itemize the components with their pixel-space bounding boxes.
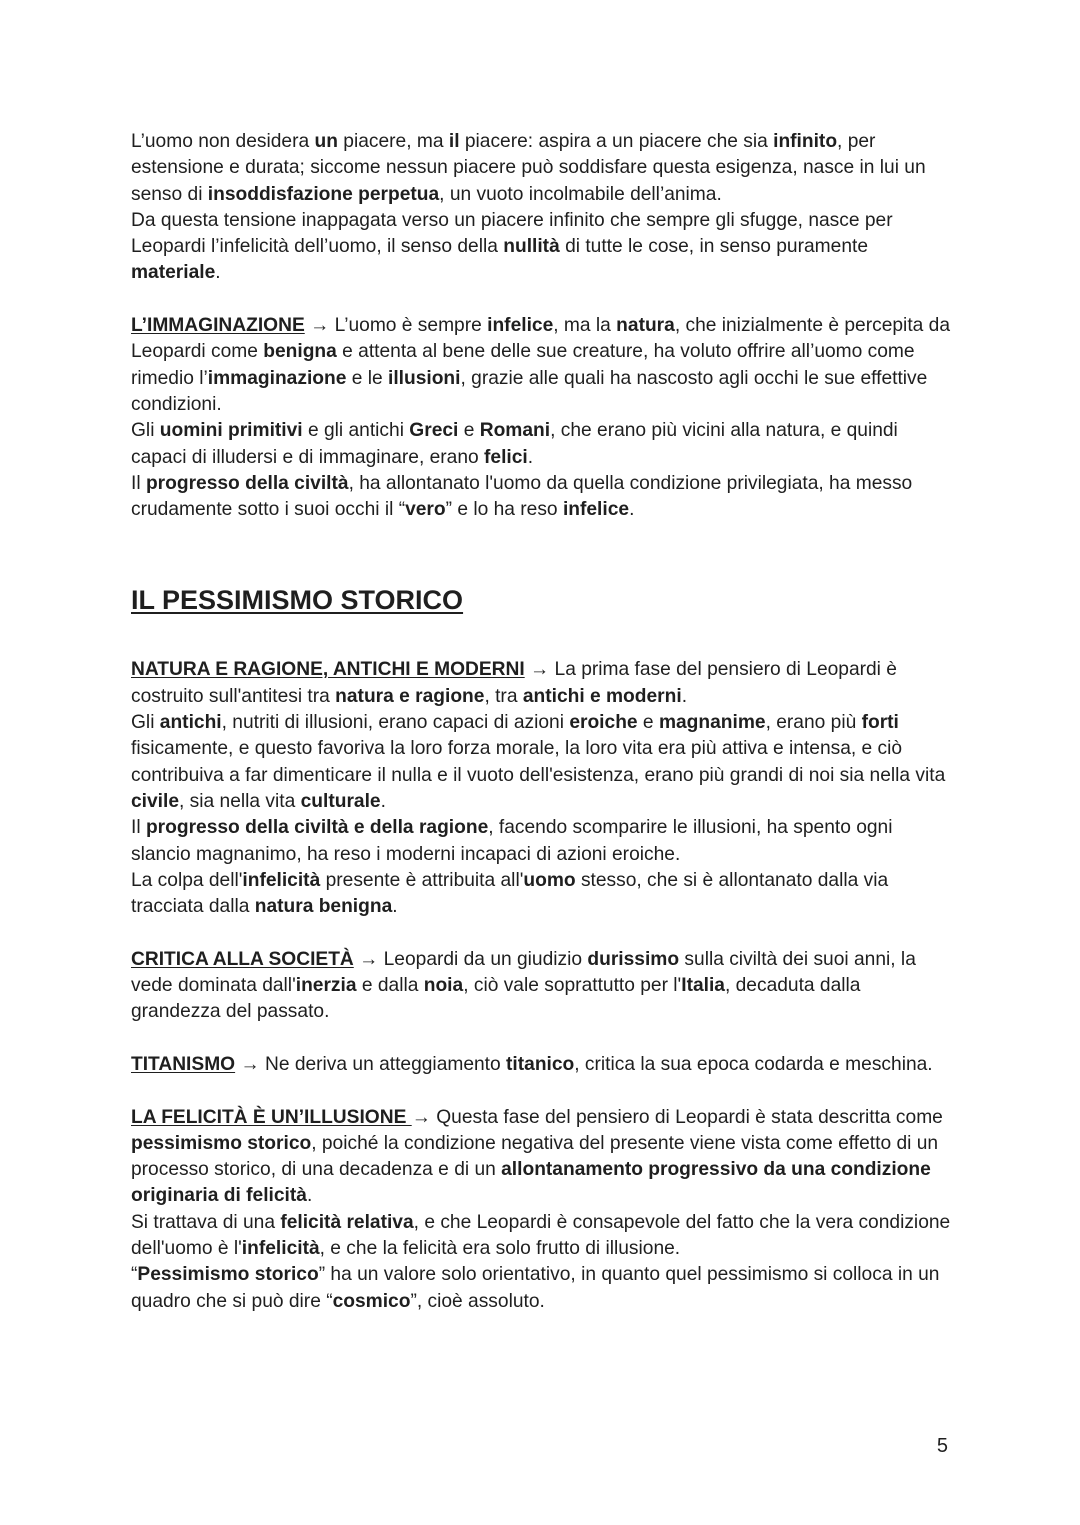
text-run: e attenta al bene delle sue creature, ha voluto offrire all’uomo come rimedio l’: [131, 341, 915, 389]
paragraph: [131, 418, 951, 471]
text-run: Il: [131, 472, 146, 494]
text-run: e le: [346, 367, 388, 389]
bold-text: un: [314, 131, 338, 152]
text-run: ” e lo ha reso: [445, 499, 563, 521]
bold-text: uomini primitivi: [159, 420, 303, 442]
bold-text: antichi: [159, 712, 222, 734]
text-run: , decaduta dalla grandezza del passato.: [131, 975, 861, 1023]
paragraph: [131, 313, 951, 418]
bold-text: eroiche: [569, 712, 638, 734]
bold-text: noia: [423, 975, 464, 997]
text-run: → L’uomo è sempre: [304, 315, 488, 337]
text-run: .: [527, 446, 534, 468]
text-run: ”, cioè assoluto.: [410, 1290, 545, 1312]
critica-societa-block: [131, 947, 951, 1026]
text-run: e dalla: [356, 975, 424, 997]
bold-text: materiale: [131, 262, 216, 284]
topic-heading: NATURA E RAGIONE, ANTICHI E MODERNI: [131, 659, 525, 681]
paragraph: [131, 868, 951, 921]
paragraph: [131, 208, 951, 287]
felicita-illusione-block: [131, 1105, 951, 1315]
paragraph: [131, 1262, 951, 1315]
text-run: fisicamente, e questo favoriva la loro forza morale, la loro vita era più attiva e intensa, e ciò contribuiva a far dimenticare il nulla e il vuoto dell'esistenza, erano più grandi di noi sia nella vita: [131, 738, 946, 786]
text-run: piacere, ma: [337, 131, 449, 152]
topic-heading: CRITICA ALLA SOCIETÀ: [131, 948, 354, 970]
bold-text: infinito: [773, 131, 838, 152]
paragraph: [131, 815, 951, 868]
bold-text: allontanamento progressivo da una condizione originaria di felicità: [131, 1159, 931, 1207]
natura-ragione-block: [131, 657, 951, 920]
text-run: La colpa dell': [131, 869, 243, 891]
page-number: 5: [936, 1435, 948, 1457]
text-run: Gli: [131, 712, 160, 734]
bold-text: natura e ragione: [335, 685, 485, 707]
titanismo-block: [131, 1052, 951, 1078]
document-page: [131, 129, 951, 1315]
intro-block: [131, 129, 951, 287]
text-run: .: [380, 790, 386, 812]
paragraph: [131, 471, 951, 524]
text-run: L’uomo non desidera: [131, 131, 315, 152]
text-run: ” ha un valore solo orientativo, in quanto quel pessimismo si colloca in un quadro che si può dire “: [131, 1264, 940, 1312]
text-run: , un vuoto incolmabile dell’anima.: [439, 183, 722, 205]
bold-text: immaginazione: [207, 367, 347, 389]
text-run: , grazie alle quali ha nascosto agli occhi le sue effettive condizioni.: [131, 367, 928, 415]
bold-text: infelice: [562, 499, 630, 521]
bold-text: natura benigna: [254, 896, 393, 918]
bold-text: infelicità: [241, 1237, 320, 1259]
text-run: “: [131, 1264, 138, 1286]
bold-text: civile: [131, 790, 180, 812]
bold-text: progresso della civiltà: [145, 472, 349, 494]
bold-text: inerzia: [295, 975, 357, 997]
text-run: , critica la sua epoca codarda e meschina.: [574, 1053, 933, 1075]
bold-text: antichi e moderni: [522, 685, 682, 707]
text-run: .: [392, 896, 398, 918]
text-run: presente è attribuita all': [320, 869, 524, 891]
bold-text: natura: [616, 315, 675, 337]
bold-text: culturale: [300, 790, 381, 812]
bold-text: Pessimismo storico: [137, 1264, 319, 1286]
bold-text: pessimismo storico: [131, 1132, 312, 1154]
text-run: Si trattava di una: [131, 1211, 281, 1233]
text-run: , ciò vale soprattutto per l': [463, 975, 682, 997]
text-run: , facendo scomparire le illusioni, ha spento ogni slancio magnanimo, ha reso i moderni incapaci di azioni eroiche.: [131, 817, 893, 865]
bold-text: nullità: [503, 236, 560, 258]
text-run: , ma la: [553, 315, 617, 337]
paragraph: [131, 657, 951, 710]
text-run: , nutriti di illusioni, erano capaci di azioni: [221, 712, 570, 734]
text-run: → Leopardi da un giudizio: [353, 948, 588, 970]
bold-text: titanico: [506, 1053, 575, 1075]
bold-text: Italia: [681, 975, 725, 997]
paragraph: [131, 1052, 951, 1078]
bold-text: progresso della civiltà e della ragione: [145, 817, 489, 839]
text-run: e: [458, 420, 480, 442]
paragraph: [131, 1210, 951, 1263]
bold-text: felicità relativa: [280, 1211, 414, 1233]
text-run: , che inizialmente è percepita da Leopardi come: [131, 315, 950, 363]
text-run: , sia nella vita: [179, 790, 301, 812]
text-run: , poiché la condizione negativa del presente viene vista come effetto di un processo storico, di una decadenza e di un: [131, 1132, 939, 1181]
bold-text: felici: [484, 446, 528, 468]
bold-text: cosmico: [332, 1290, 411, 1312]
text-run: .: [215, 262, 221, 284]
bold-text: infelicità: [242, 869, 321, 891]
section-title: IL PESSIMISMO STORICO: [131, 585, 464, 616]
bold-text: vero: [405, 499, 446, 521]
text-run: , che erano più vicini alla natura, e quindi capaci di illudersi e di immaginare, erano: [131, 420, 898, 468]
bold-text: Romani: [479, 420, 551, 442]
text-run: .: [306, 1185, 313, 1207]
text-run: , per estensione e durata; siccome nessun piacere può soddisfare questa esigenza, nasce in lui un senso di: [131, 131, 926, 205]
paragraph: [131, 947, 951, 1026]
text-run: e: [637, 712, 659, 734]
text-run: e gli antichi: [302, 420, 410, 442]
bold-text: infelice: [487, 315, 554, 337]
text-run: piacere: aspira a un piacere che sia: [459, 131, 774, 152]
text-run: di tutte le cose, in senso puramente: [559, 236, 868, 258]
bold-text: benigna: [263, 341, 337, 363]
text-run: Da questa tensione inappagata verso un piacere infinito che sempre gli sfugge, nasce per Leopardi l’infelicità dell’uomo, il senso della: [131, 209, 893, 258]
topic-heading: LA FELICITÀ È UN’ILLUSIONE: [131, 1106, 412, 1128]
text-run: .: [681, 685, 688, 707]
bold-text: magnanime: [658, 712, 766, 734]
paragraph: [131, 129, 951, 208]
text-run: , e che Leopardi è consapevole del fatto che la vera condizione dell'uomo è l': [131, 1211, 951, 1259]
bold-text: durissimo: [587, 948, 680, 970]
text-run: stesso, che si è allontanato dalla via tracciata dalla: [131, 869, 889, 918]
bold-text: forti: [861, 712, 899, 734]
bold-text: illusioni: [388, 367, 461, 389]
topic-heading: L’IMMAGINAZIONE: [131, 315, 305, 337]
text-run: → La prima fase del pensiero di Leopardi è costruito sull'antitesi tra: [131, 659, 897, 707]
text-run: Gli: [131, 420, 160, 442]
bold-text: insoddisfazione perpetua: [207, 183, 440, 205]
text-run: .: [629, 499, 635, 521]
text-run: , tra: [484, 685, 523, 707]
text-run: , ha allontanato l'uomo da quella condizione privilegiata, ha messo crudamente sotto i suoi occhi il “: [131, 472, 913, 521]
bold-text: uomo: [523, 869, 576, 891]
paragraph: [131, 710, 951, 815]
text-run: , e che la felicità era solo frutto di illusione.: [319, 1237, 681, 1259]
text-run: Il: [131, 817, 146, 839]
text-run: → Ne deriva un atteggiamento: [235, 1053, 507, 1075]
bold-text: il: [448, 131, 460, 152]
paragraph: [131, 1105, 951, 1210]
text-run: sulla civiltà dei suoi anni, la vede dominata dall': [131, 948, 916, 997]
text-run: , erano più: [765, 712, 862, 734]
topic-heading: TITANISMO: [131, 1053, 236, 1075]
immaginazione-block: [131, 313, 951, 523]
bold-text: Greci: [409, 420, 459, 442]
text-run: → Questa fase del pensiero di Leopardi è stata descritta come: [411, 1106, 943, 1128]
